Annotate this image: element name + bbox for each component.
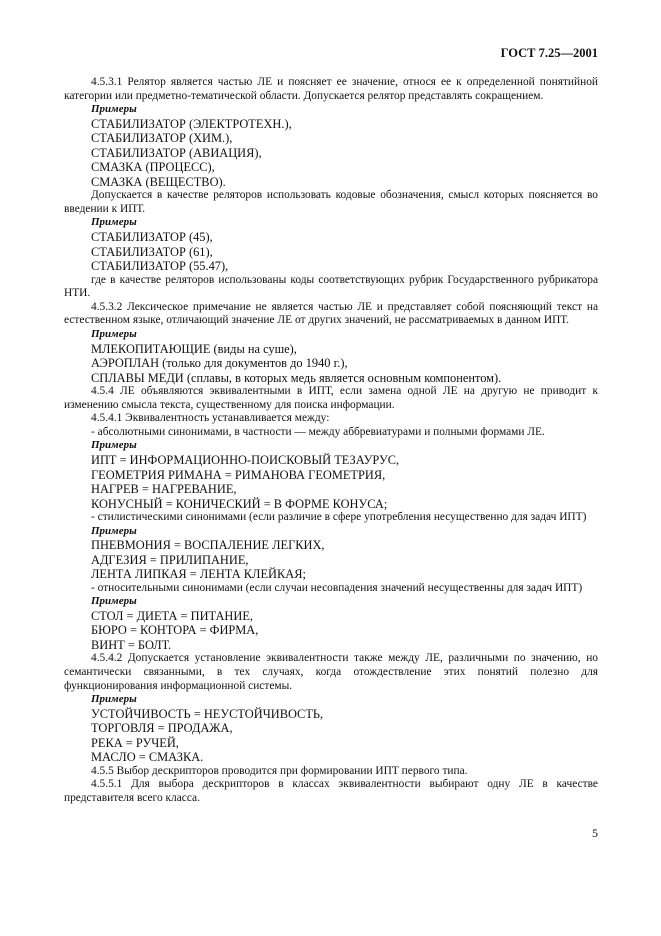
paragraph: 4.5.3.1 Релятор является частью ЛЕ и поясняет ее значение, относя ее к определенной понятийной категории или предметно-тематической области. Допускается релятор представлять сокращением.	[64, 76, 598, 102]
paragraph: - стилистическими синонимами (если различие в сфере употребления несущественно для задач ИПТ)	[91, 511, 587, 523]
term-line: ИПТ = ИНФОРМАЦИОННО-ПОИСКОВЫЙ ТЕЗАУРУС,	[91, 453, 400, 467]
term-line: СТАБИЛИЗАТОР (45),	[91, 230, 213, 245]
term-line: ТОРГОВЛЯ = ПРОДАЖА,	[91, 721, 233, 736]
paragraph: - относительными синонимами (если случаи несовпадения значений несущественны для задач ИПТ)	[91, 581, 583, 594]
term-line: МАСЛО = СМАЗКА.	[91, 750, 204, 765]
term-line: АЭРОПЛАН (только для документов до 1940 г.),	[91, 356, 348, 371]
paragraph: 4.5.4.1 Эквивалентность устанавливается между:	[91, 412, 330, 425]
term-line: СТАБИЛИЗАТОР (АВИАЦИЯ),	[91, 145, 262, 160]
term-line: СТАБИЛИЗАТОР (ЭЛЕКТРОТЕХН.),	[91, 116, 292, 131]
paragraph: 4.5.4 ЛЕ объявляются эквивалентными в ИПТ, если замена одной ЛЕ на другую не приводит к изменению смысла текста, существенному для поиска информации.	[64, 385, 598, 411]
term-line: КОНУСНЫЙ = КОНИЧЕСКИЙ = В ФОРМЕ КОНУСА;	[91, 496, 388, 511]
examples-label: Примеры	[91, 103, 137, 116]
term-line: БЮРО = КОНТОРА = ФИРМА,	[91, 623, 259, 638]
term-line: СТАБИЛИЗАТОР (61),	[91, 244, 213, 259]
term-line: СТАБИЛИЗАТОР (ХИМ.),	[91, 131, 233, 146]
term-line: СТОЛ = ДИЕТА = ПИТАНИЕ,	[91, 608, 253, 623]
examples-label: Примеры	[91, 595, 137, 608]
term-line: СТАБИЛИЗАТОР (55.47),	[91, 259, 229, 274]
term-line: ГЕОМЕТРИЯ РИМАНА = РИМАНОВА ГЕОМЕТРИЯ,	[91, 467, 386, 482]
term-line: АДГЕЗИЯ = ПРИЛИПАНИЕ,	[91, 552, 249, 567]
term-line: СМАЗКА (ПРОЦЕСС),	[91, 160, 215, 175]
examples-label: Примеры	[91, 327, 137, 340]
examples-label: Примеры	[91, 524, 137, 537]
term-line: ПНЕВМОНИЯ = ВОСПАЛЕНИЕ ЛЕГКИХ,	[91, 538, 325, 553]
term-line: РЕКА = РУЧЕЙ,	[91, 735, 179, 750]
paragraph: Допускается в качестве реляторов использовать кодовые обозначения, смысл которых поясняется во введении к ИПТ.	[64, 189, 598, 215]
page-number: 5	[592, 826, 598, 840]
paragraph: 4.5.4.2 Допускается установление эквивалентности также между ЛЕ, различными по значению, но семантически связанными, в тех случаях, когда отождествление этих понятий полезно для функционирования информационной системы.	[64, 652, 598, 692]
paragraph: 4.5.5.1 Для выбора дескрипторов в классах эквивалентности выбирают одну ЛЕ в качестве представителя всего класса.	[64, 778, 598, 804]
paragraph: - абсолютными синонимами, в частности — между аббревиатурами и полными формами ЛЕ.	[91, 425, 545, 438]
term-line: СПЛАВЫ МЕДИ (сплавы, в которых медь является основным компонентом).	[91, 370, 502, 385]
paragraph: 4.5.3.2 Лексическое примечание не является частью ЛЕ и представляет собой поясняющий текст на естественном языке, отличающий значение ЛЕ от других значений, не рассматриваемых в данном ИПТ.	[64, 300, 598, 327]
paragraph: где в качестве реляторов использованы коды соответствующих рубрик Государственного рубрикатора НТИ.	[64, 273, 598, 300]
term-line: ВИНТ = БОЛТ.	[91, 637, 172, 652]
paragraph: 4.5.5 Выбор дескрипторов проводится при формировании ИПТ первого типа.	[91, 764, 468, 777]
examples-label: Примеры	[91, 693, 137, 706]
examples-label: Примеры	[91, 439, 137, 452]
term-line: УСТОЙЧИВОСТЬ = НЕУСТОЙЧИВОСТЬ,	[91, 706, 324, 721]
term-line: СМАЗКА (ВЕЩЕСТВО).	[91, 174, 226, 189]
examples-label: Примеры	[91, 216, 137, 229]
document-body	[64, 76, 598, 806]
term-line: ЛЕНТА ЛИПКАЯ = ЛЕНТА КЛЕЙКАЯ;	[91, 567, 306, 582]
term-line: МЛЕКОПИТАЮЩИЕ (виды на суше),	[91, 341, 297, 356]
term-line: НАГРЕВ = НАГРЕВАНИЕ,	[91, 482, 237, 496]
document-header: ГОСТ 7.25—2001	[500, 46, 598, 60]
